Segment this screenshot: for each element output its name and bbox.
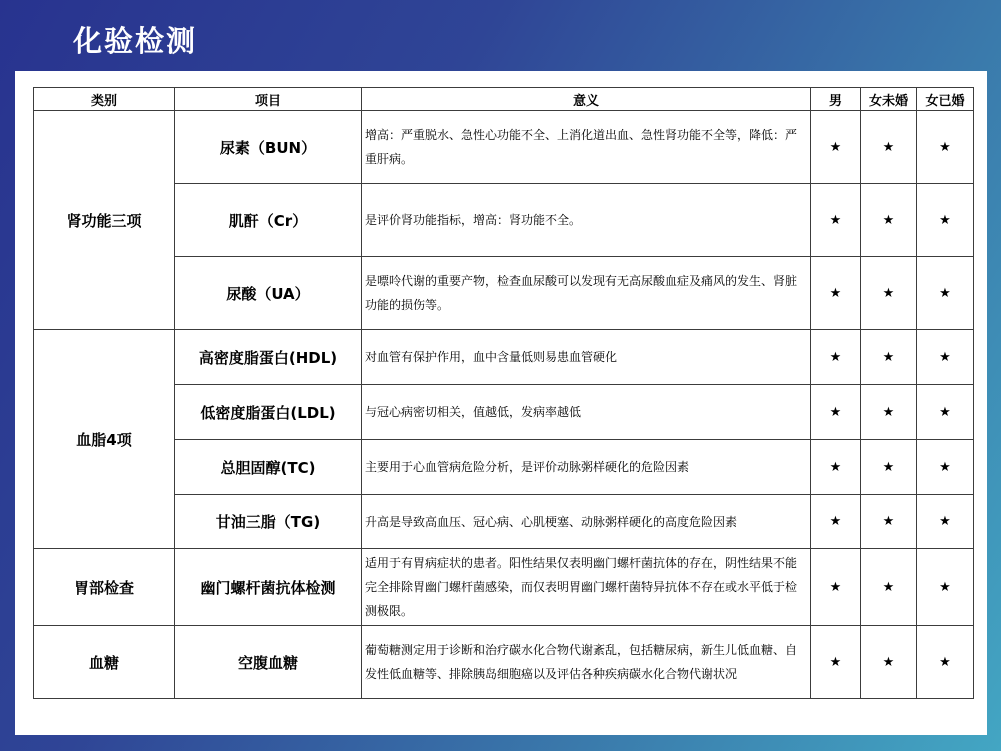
star-female-unmarried: ★ [861,549,917,626]
item-cell: 尿素（BUN） [175,111,362,184]
item-cell: 尿酸（UA） [175,257,362,330]
meaning-cell: 是嘌呤代谢的重要产物，检查血尿酸可以发现有无高尿酸血症及痛风的发生、肾脏功能的损伤等。 [362,257,811,330]
star-female-married: ★ [917,257,974,330]
star-female-married: ★ [917,440,974,495]
header-female-married: 女已婚 [917,88,974,111]
table-row [34,111,974,184]
item-cell: 肌酐（Cr） [175,184,362,257]
meaning-cell: 葡萄糖测定用于诊断和治疗碳水化合物代谢紊乱，包括糖尿病，新生儿低血糖、自发性低血糖等、排除胰岛细胞癌以及评估各种疾病碳水化合物代谢状况 [362,626,811,699]
table-row [34,549,974,626]
header-female-unmarried: 女未婚 [861,88,917,111]
table-row [34,257,974,330]
meaning-cell: 增高：严重脱水、急性心功能不全、上消化道出血、急性肾功能不全等，降低：严重肝病。 [362,111,811,184]
header-male: 男 [811,88,861,111]
star-female-unmarried: ★ [861,495,917,549]
item-cell: 幽门螺杆菌抗体检测 [175,549,362,626]
star-male: ★ [811,111,861,184]
star-female-married: ★ [917,385,974,440]
header-meaning: 意义 [362,88,811,111]
category-cell: 胃部检查 [34,549,175,626]
star-female-married: ★ [917,549,974,626]
star-female-unmarried: ★ [861,626,917,699]
meaning-cell: 对血管有保护作用，血中含量低则易患血管硬化 [362,330,811,385]
item-cell: 甘油三脂（TG) [175,495,362,549]
test-table [33,87,974,699]
category-cell: 血糖 [34,626,175,699]
star-female-unmarried: ★ [861,385,917,440]
item-cell: 总胆固醇(TC) [175,440,362,495]
item-cell: 低密度脂蛋白(LDL) [175,385,362,440]
star-male: ★ [811,440,861,495]
star-male: ★ [811,385,861,440]
star-female-married: ★ [917,330,974,385]
star-female-married: ★ [917,184,974,257]
star-male: ★ [811,495,861,549]
meaning-cell: 升高是导致高血压、冠心病、心肌梗塞、动脉粥样硬化的高度危险因素 [362,495,811,549]
item-cell: 空腹血糖 [175,626,362,699]
content-card [15,71,987,735]
star-female-unmarried: ★ [861,440,917,495]
star-male: ★ [811,184,861,257]
table-row [34,330,974,385]
star-female-unmarried: ★ [861,184,917,257]
star-female-unmarried: ★ [861,257,917,330]
star-female-unmarried: ★ [861,330,917,385]
star-female-unmarried: ★ [861,111,917,184]
star-male: ★ [811,626,861,699]
category-cell: 肾功能三项 [34,111,175,330]
meaning-cell: 是评价肾功能指标，增高：肾功能不全。 [362,184,811,257]
page-title: 化验检测 [73,24,198,58]
table-row [34,440,974,495]
header-category: 类别 [34,88,175,111]
meaning-cell: 适用于有胃病症状的患者。阳性结果仅表明幽门螺杆菌抗体的存在，阴性结果不能完全排除胃幽门螺杆菌感染，而仅表明胃幽门螺杆菌特异抗体不存在或水平低于检测极限。 [362,549,811,626]
star-male: ★ [811,330,861,385]
table-header-row [34,88,974,111]
meaning-cell: 主要用于心血管病危险分析，是评价动脉粥样硬化的危险因素 [362,440,811,495]
star-male: ★ [811,549,861,626]
category-cell: 血脂4项 [34,330,175,549]
table-row [34,495,974,549]
star-female-married: ★ [917,626,974,699]
star-female-married: ★ [917,111,974,184]
table-row [34,184,974,257]
header-item: 项目 [175,88,362,111]
table-row [34,385,974,440]
star-male: ★ [811,257,861,330]
meaning-cell: 与冠心病密切相关，值越低，发病率越低 [362,385,811,440]
table-row [34,626,974,699]
star-female-married: ★ [917,495,974,549]
item-cell: 高密度脂蛋白(HDL) [175,330,362,385]
